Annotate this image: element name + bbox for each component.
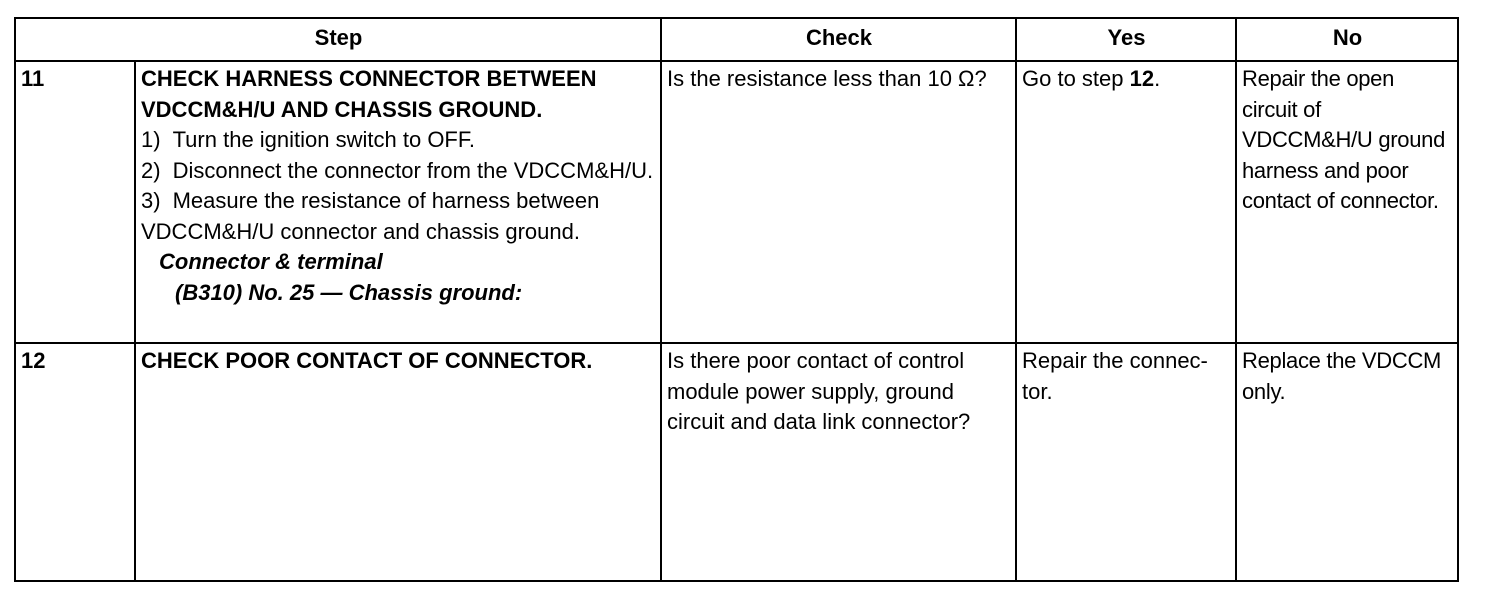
table-row-step-11 — [15, 61, 1458, 343]
substep-text: Measure the resistance of harness between VDCCM&H/U connector and chassis ground. — [141, 188, 600, 244]
diagnostic-table — [14, 17, 1459, 582]
step-number: 12 — [15, 343, 135, 581]
step-number: 11 — [15, 61, 135, 343]
yes-cell — [1016, 61, 1236, 343]
header-step: Step — [15, 18, 661, 61]
substep-number: 2) — [141, 157, 161, 183]
table-row-step-12 — [15, 343, 1458, 581]
header-yes: Yes — [1016, 18, 1236, 61]
no-cell: Repair the open circuit of VDCCM&H/U ground harness and poor contact of connector. — [1236, 61, 1458, 343]
substep-number: 1) — [141, 127, 161, 152]
substep-text: Disconnect the connector from the VDCCM&H/U. — [172, 157, 654, 183]
step-title: CHECK POOR CONTACT OF CONNECTOR. — [141, 348, 593, 373]
yes-step-ref: 12 — [1129, 66, 1155, 91]
header-no: No — [1236, 18, 1458, 61]
yes-cell: Repair the connec- tor. — [1016, 343, 1236, 581]
step-content — [135, 61, 661, 343]
substep-text: Turn the ignition switch to OFF. — [172, 127, 475, 152]
header-check: Check — [661, 18, 1016, 61]
step-content — [135, 343, 661, 581]
check-cell: Is the resistance less than 10 Ω? — [661, 61, 1016, 343]
spec-label: Connector & terminal — [159, 249, 383, 274]
no-cell: Replace the VDCCM only. — [1236, 343, 1458, 581]
spec-value: (B310) No. 25 — Chassis ground: — [175, 279, 523, 305]
yes-prefix: Go to step — [1022, 66, 1130, 91]
check-cell: Is there poor contact of control module power supply, ground circuit and data link connector? — [661, 343, 1016, 581]
yes-suffix: . — [1154, 66, 1161, 91]
substep — [141, 186, 656, 247]
substep-number: 3) — [141, 188, 161, 213]
header-row — [15, 18, 1458, 61]
substep — [141, 125, 656, 156]
substep — [141, 156, 656, 187]
step-title: CHECK HARNESS CONNECTOR BETWEEN VDCCM&H/U AND CHASSIS GROUND. — [141, 66, 597, 122]
